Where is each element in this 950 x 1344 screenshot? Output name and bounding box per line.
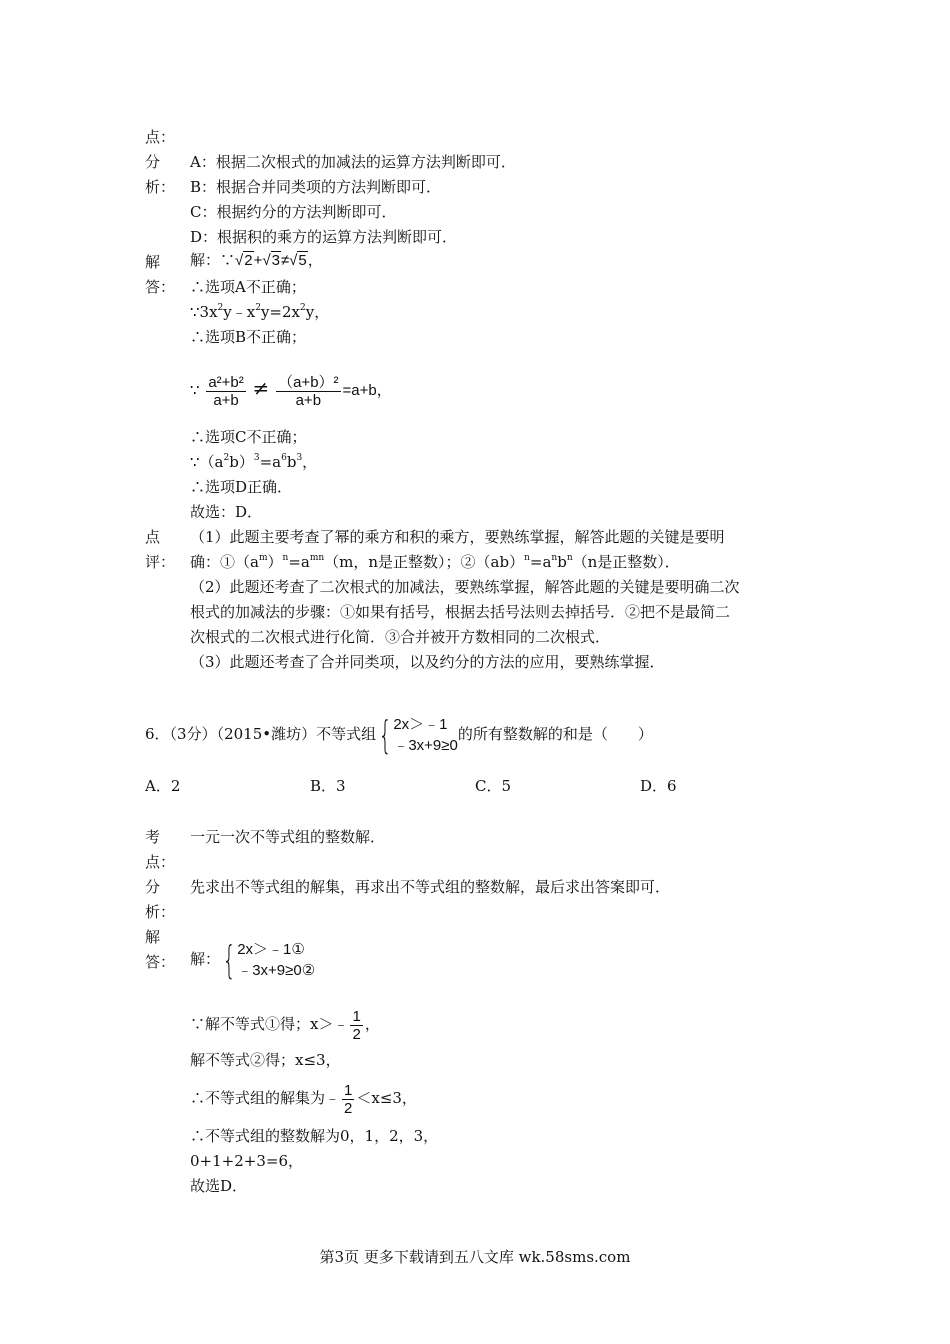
solution-choice: 故选：D．	[190, 503, 263, 521]
analysis-c: C：根据约分的方法判断即可．	[190, 203, 397, 221]
comma: ，	[307, 251, 323, 269]
solution-line-b: $\because 3x^2y﹣x^2y=2x^2y$，	[190, 303, 330, 321]
not-equal-sign: ≠	[280, 252, 290, 269]
q6-stem: 6．（3分）（2015•潍坊）不等式组{ 2x＞﹣1 ﹣3x+9≥0 的所有整数解的和是（ ）	[145, 713, 653, 757]
q6-solution-system: 解：{ 2x＞﹣1① ﹣3x+9≥0②	[190, 938, 316, 982]
radicand-3: 3	[271, 252, 280, 269]
comment-line-1: （1）此题主要考查了幂的乘方和积的乘方，要熟练掌握，解答此题的关键是要明	[190, 528, 725, 546]
left-brace-2: {	[222, 938, 236, 982]
left-brace: {	[378, 713, 392, 757]
label-jieda-1: 解	[145, 253, 161, 271]
inequality-system: 2x＞﹣1 ﹣3x+9≥0	[393, 716, 458, 754]
comment-line-4: 根式的加减法的步骤：①如果有括号，根据去括号法则去掉括号．②把不是最简二	[190, 603, 731, 621]
label-kaodian-1: 考	[145, 828, 161, 846]
label-jieda-q6-1: 解	[145, 928, 161, 946]
solution-line-d-conclusion: ∴选项D正确．	[190, 478, 293, 496]
label-fenxi-q6-2: 析：	[145, 903, 176, 921]
q6-step-2: 解不等式②得；x≤3，	[190, 1051, 341, 1069]
comment-line-5: 次根式的二次根式进行化简．③合并被开方数相同的二次根式．	[190, 628, 611, 646]
fraction-half: $\frac{1}{2}$	[352, 1007, 361, 1043]
label-kaodian-tail: 点：	[145, 128, 176, 146]
analysis-b: B：根据合并同类项的方法判断即可．	[190, 178, 442, 196]
q6-analysis: 先求出不等式组的解集，再求出不等式组的整数解，最后求出答案即可．	[190, 878, 671, 896]
q6-step-1: ∵解不等式①得；x＞﹣ $\frac{1}{2}$ ，	[190, 1007, 380, 1043]
analysis-a: A：根据二次根式的加减法的运算方法判断即可．	[190, 153, 516, 171]
solution-line-a: ∴选项A不正确；	[190, 278, 306, 296]
solution-line-c-conclusion: ∴选项C不正确；	[190, 428, 307, 446]
fraction-half-2: $\frac{1}{2}$	[344, 1081, 353, 1117]
label-kaodian-2: 点：	[145, 853, 176, 871]
option-c[interactable]: C．5	[475, 777, 512, 795]
option-a[interactable]: A．2	[145, 777, 181, 795]
comment-line-3: （2）此题还考查了二次根式的加减法，要熟练掌握，解答此题的关键是要明确二次	[190, 578, 740, 596]
q6-knowledge-point: 一元一次不等式组的整数解．	[190, 828, 386, 846]
solution-intro: 解：∵	[190, 251, 236, 269]
fraction-left: $\frac{\text{a²+b²}}{a+b}$	[208, 373, 244, 409]
solution-line-b-conclusion: ∴选项B不正确；	[190, 328, 307, 346]
comment-line-2: 确：$①(a^m)^n=a^{mn}(m$，n是正整数）；$②(ab)^n=a^nb^n(n$是正整数）．	[190, 553, 680, 571]
solution-line-d: $\because(a^2b)^3=a^6b^3$，	[190, 453, 318, 471]
radicand-2: 2	[244, 252, 253, 269]
label-fenxi-1: 分	[145, 153, 161, 171]
solution-inequality-system: 2x＞﹣1① ﹣3x+9≥0②	[237, 941, 316, 979]
label-jieda-q6-2: 答：	[145, 953, 176, 971]
q6-step-4: ∴不等式组的整数解为0，1，2，3，	[190, 1127, 439, 1145]
analysis-d: D：根据积的乘方的运算方法判断即可．	[190, 228, 458, 246]
solution-sqrt-line: 解：∵√2+√3≠√5，	[190, 251, 323, 269]
q6-step-3: ∴不等式组的解集为﹣ $\frac{1}{2}$ ＜x≤3，	[190, 1081, 417, 1117]
comment-line-6: （3）此题还考查了合并同类项，以及约分的方法的应用，要熟练掌握．	[190, 653, 665, 671]
label-dianping-2: 评：	[145, 553, 176, 571]
radicand-5: 5	[298, 252, 307, 269]
option-b[interactable]: B．3	[310, 777, 346, 795]
fraction-right: $\frac{\text{（a+b）²}}{a+b}$	[278, 373, 339, 409]
q6-choice: 故选D．	[190, 1177, 248, 1195]
label-dianping-1: 点	[145, 528, 161, 546]
solution-fraction-line: ∵ $\frac{\text{a²+b²}}{a+b}$ ≠ $\frac{\text{（a+b）²}}{a+b}$ =a+b，	[190, 373, 392, 409]
label-fenxi-q6-1: 分	[145, 878, 161, 896]
label-jieda-2: 答：	[145, 278, 176, 296]
option-d[interactable]: D．6	[640, 777, 677, 795]
label-fenxi-2: 析：	[145, 178, 176, 196]
q6-step-5: 0+1+2+3=6，	[190, 1152, 303, 1170]
page-footer: 第3页 更多下载请到五八文库 wk.58sms.com	[319, 1248, 631, 1266]
not-equal-sign-2: ≠	[252, 376, 270, 400]
